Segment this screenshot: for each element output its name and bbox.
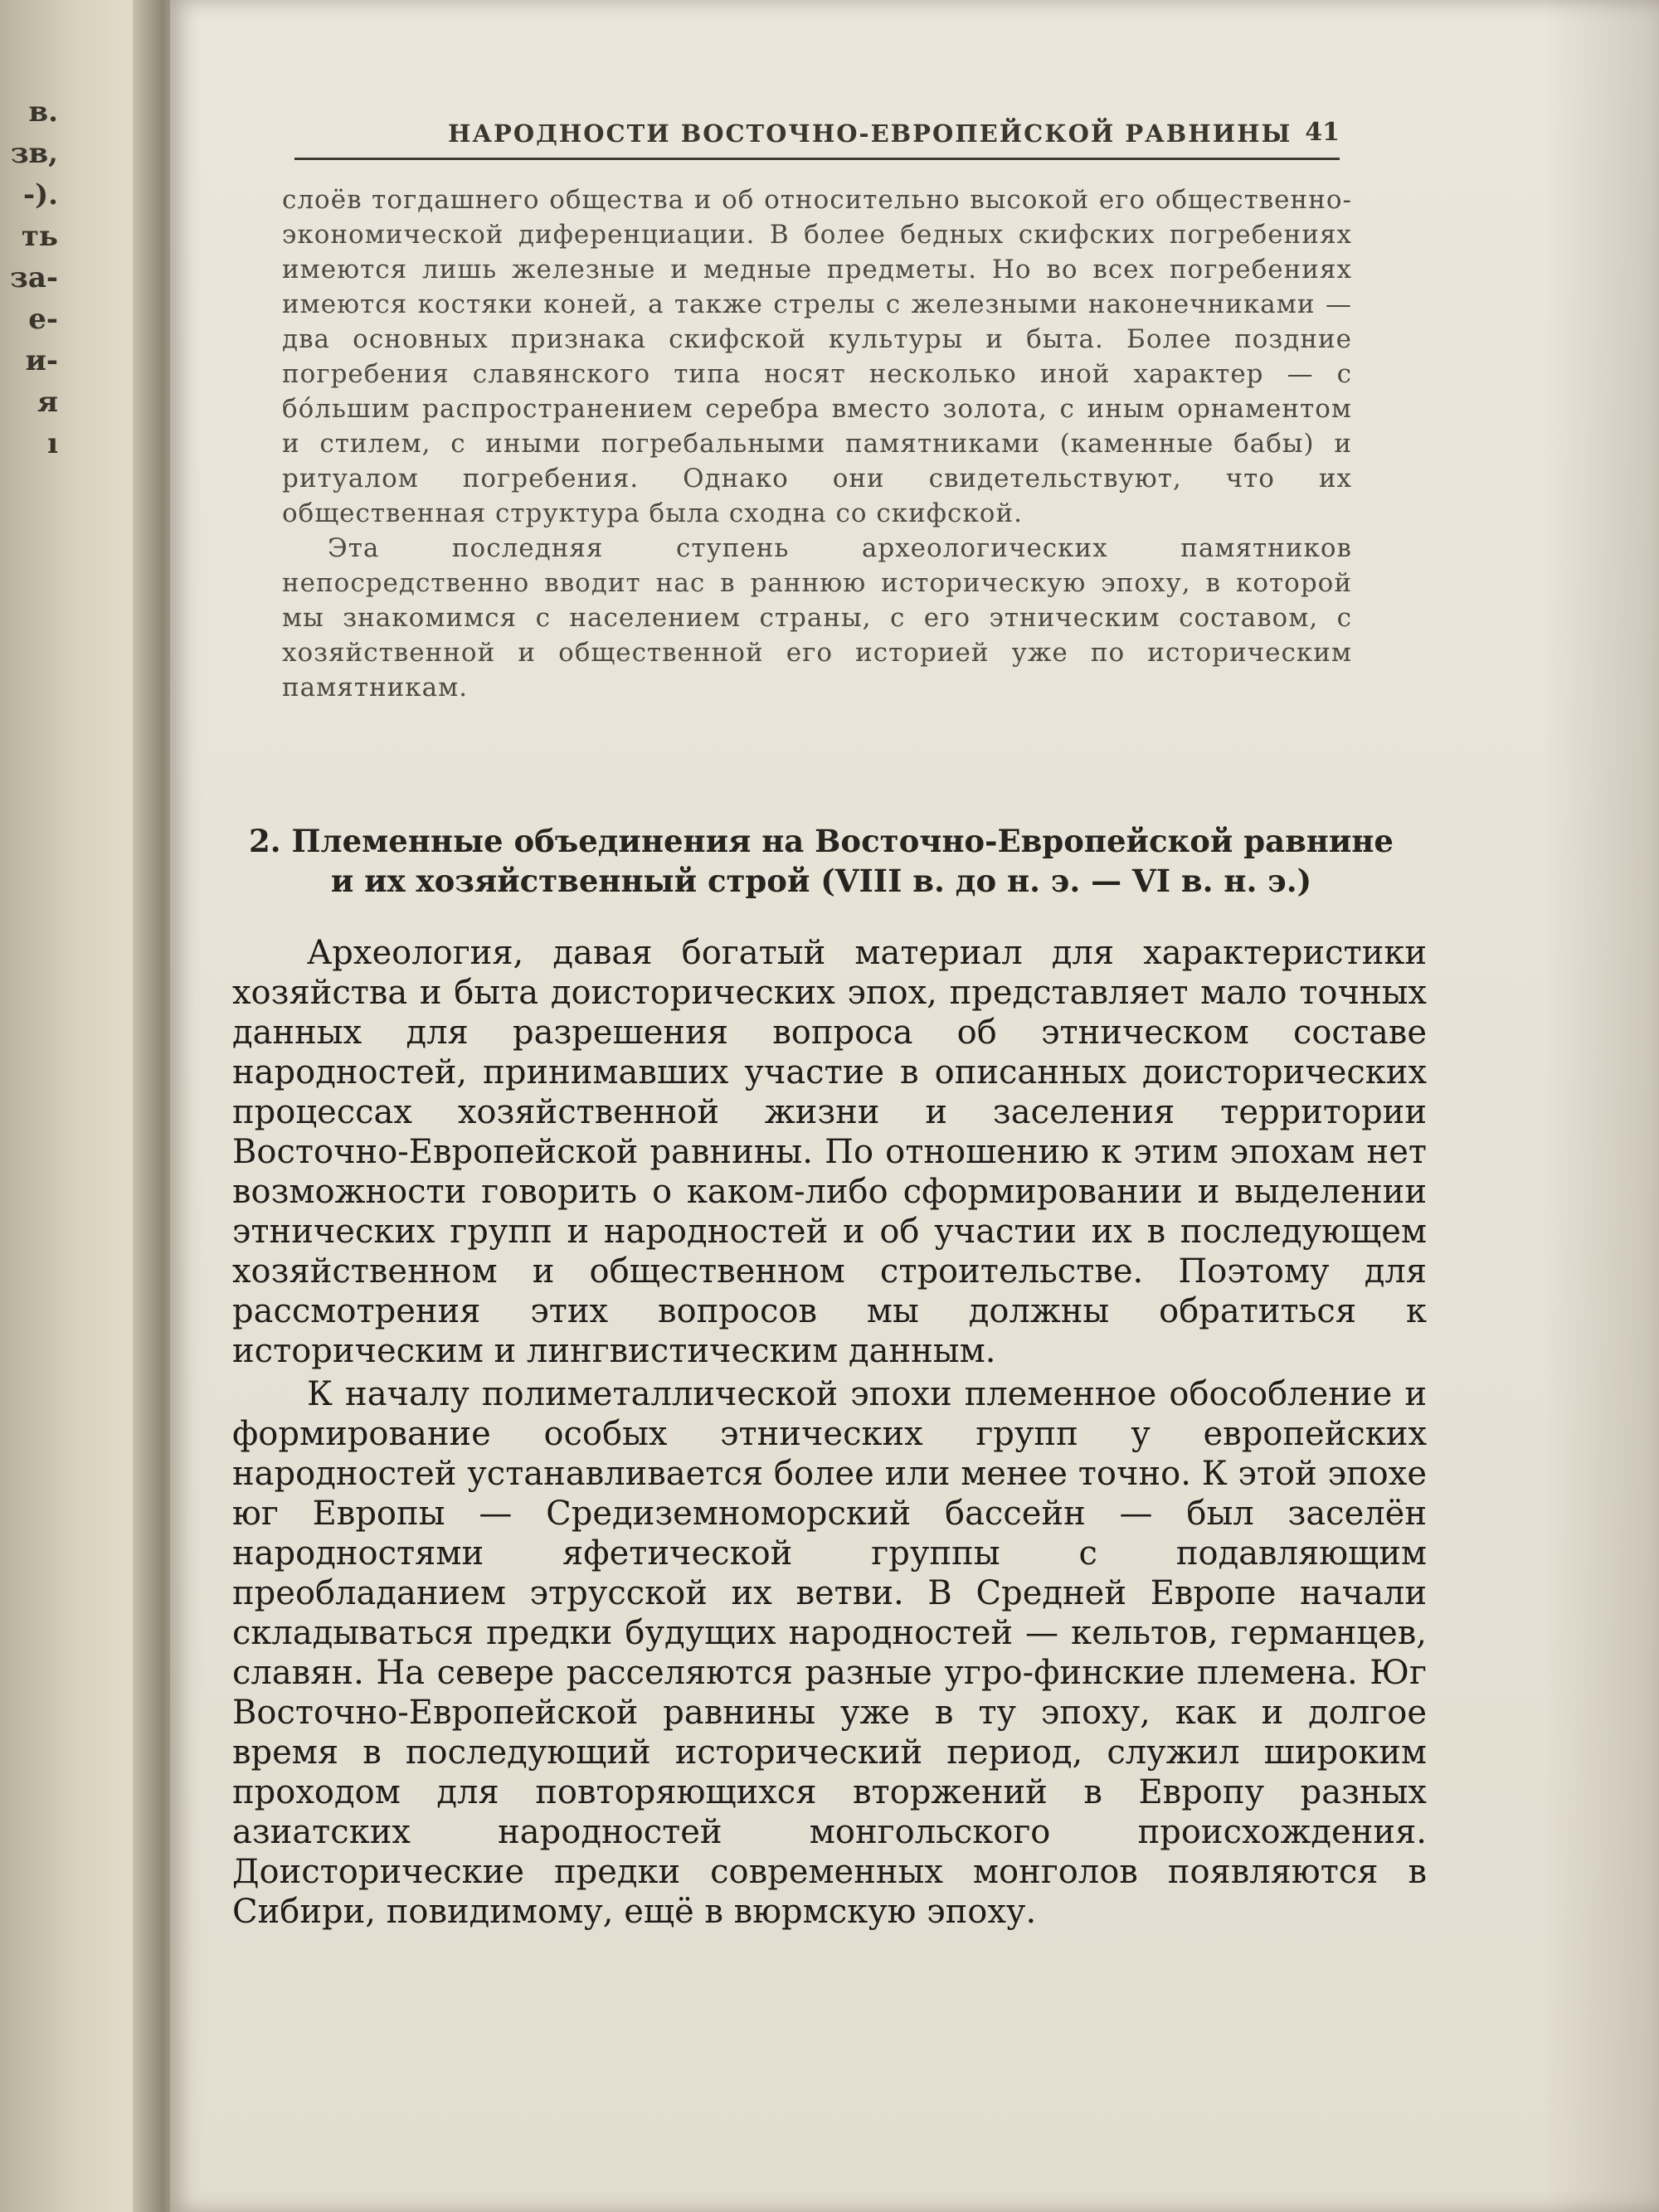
left-fragment: и- — [25, 344, 58, 377]
small-print-block — [282, 182, 1352, 705]
section-heading — [241, 821, 1402, 901]
main-paragraph: Археология, давая богатый материал для характеристики хозяйства и быта доисторических эпох, представляет мало точных данных для разрешения вопроса об этническом составе народностей, принимавших участие в описанных доисторических процессах хозяйственной жизни и заселения территории Восточно-Европейской равнины. По отношению к этим эпохам нет возможности говорить о каком-либо сформировании и выделении этнических групп и народностей и об участии их в последующем хозяйственном и общественном строительстве. Поэтому для рассмотрения этих вопросов мы должны обратиться к историческим и лингвистическим данным. — [232, 934, 1427, 1370]
left-fragment: ть — [21, 220, 58, 253]
left-fragment: ı — [47, 427, 58, 460]
running-title: НАРОДНОСТИ ВОСТОЧНО-ЕВРОПЕЙСКОЙ РАВНИНЫ — [448, 119, 1292, 148]
section-heading-line: и их хозяйственный строй (VIII в. до н. э. — VI в. н. э.) — [330, 863, 1312, 899]
page-number: 41 — [1305, 118, 1340, 147]
left-fragment: е- — [28, 303, 58, 336]
running-header — [294, 116, 1340, 160]
left-fragment: -). — [22, 178, 58, 211]
left-page-text-fragments — [0, 91, 58, 464]
main-paragraph: К началу полиметаллической эпохи племенное обособление и формирование особых этнических групп у европейских народностей устанавливается более или менее точно. К этой эпохе юг Европы — Средиземноморский бассейн — был заселён народностями яфетической группы с подавляющим преобладанием этрусской их ветви. В Средней Европе начали складываться предки будущих народностей — кельтов, германцев, славян. На севере расселяются разные угро-финские племена. Юг Восточно-Европейской равнины уже в ту эпоху, как и долгое время в последующий исторический период, служил широким проходом для повторяющихся вторжений в Европу разных азиатских народностей монгольского происхождения. Доисторические предки современных монголов появляются в Сибири, повидимому, ещё в вюрмскую эпоху. — [232, 1375, 1427, 1931]
section-heading-line: 2. Племенные объединения на Восточно-Европейской равнине — [249, 823, 1394, 859]
left-fragment: я — [36, 386, 58, 419]
left-fragment: в. — [28, 95, 58, 129]
small-paragraph: слоёв тогдашнего общества и об относительно высокой его общественно-экономической диференциации. В более бедных скифских погребениях имеются лишь железные и медные предметы. Но во всех погребениях имеются костяки коней, а также стрелы с железными наконечниками — два основных признака скифской культуры и быта. Более поздние погребения славянского типа носят несколько иной характер — с бо́льшим распространением серебра вместо золота, с иным орнаментом и стилем, с иными погребальными памятниками (каменные бабы) и ритуалом погребения. Однако они свидетельствуют, что их общественная структура была сходна со скифской. — [282, 185, 1352, 528]
small-paragraph: Эта последняя ступень археологических памятников непосредственно вводит нас в раннюю историческую эпоху, в которой мы знакомимся с населением страны, с его этническим составом, с хозяйственной и общественной его историей уже по историческим памятникам. — [282, 533, 1352, 702]
page-shadow — [1543, 0, 1659, 2212]
left-fragment: за- — [10, 261, 58, 294]
left-fragment: зв, — [10, 137, 58, 170]
main-text-block — [232, 933, 1427, 1935]
